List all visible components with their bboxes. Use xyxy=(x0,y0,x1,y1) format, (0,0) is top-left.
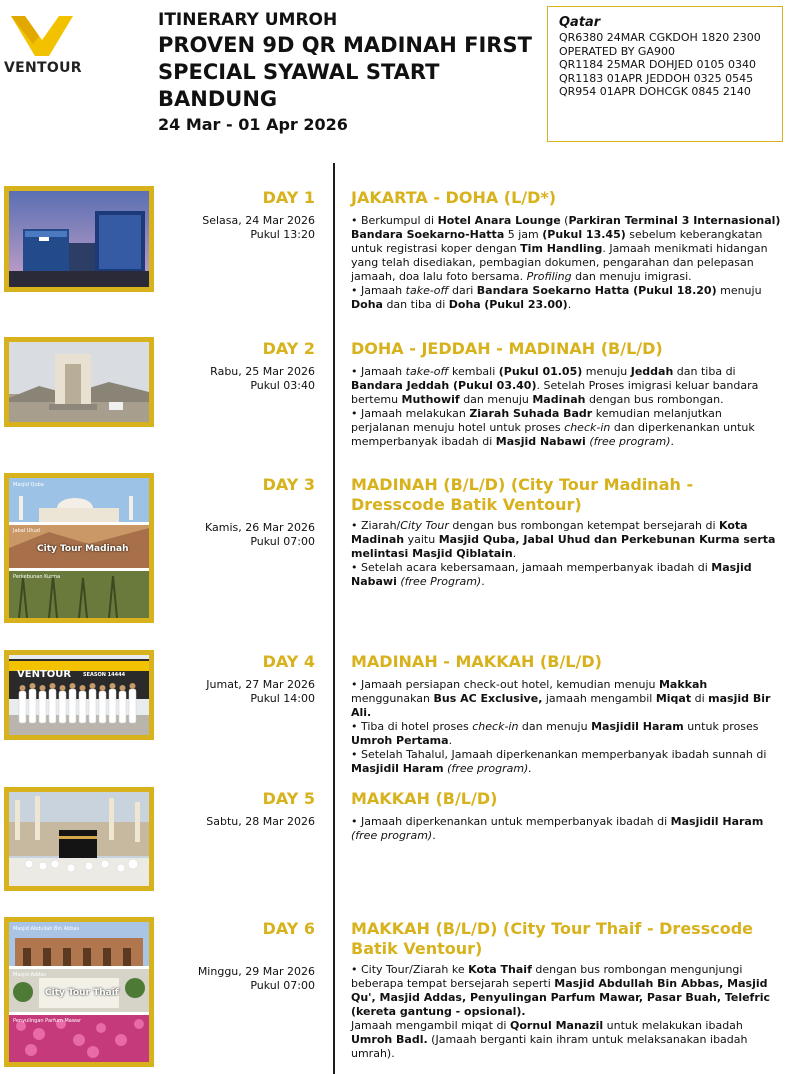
bold-run: Masjid Nabawi xyxy=(351,561,752,588)
bold-run: Hotel Anara Lounge xyxy=(437,214,561,227)
text-run: menuju xyxy=(716,284,762,297)
description-paragraph xyxy=(351,561,781,589)
day-date-text: Minggu, 29 Mar 2026 xyxy=(197,965,315,978)
bold-run: Miqat xyxy=(655,692,692,705)
day-description xyxy=(351,678,781,776)
text-run: jamaah mengambil xyxy=(542,692,656,705)
bold-run: Kota Thaif xyxy=(468,963,532,976)
bold-run: Kota Madinah xyxy=(351,519,748,546)
text-run: ( xyxy=(560,214,569,227)
text-run: dan diperkenankan untuk memperbanyak ibadah di xyxy=(351,421,755,448)
text-run: • Berkumpul di xyxy=(351,214,438,227)
text-run: untuk melakukan ibadah xyxy=(603,1019,743,1032)
day-photo xyxy=(4,473,154,623)
collage-caption-small: Masjid Addas xyxy=(13,972,46,978)
text-run: . xyxy=(448,734,453,747)
text-run: • Jamaah persiapan check-out hotel, kemudian menuju xyxy=(351,678,659,691)
text-run: . xyxy=(481,575,485,588)
bold-run: (Pukul 01.05) xyxy=(498,365,583,378)
text-run: • Jamaah xyxy=(351,365,406,378)
bold-run: Masjidil Haram xyxy=(670,815,764,828)
description-paragraph xyxy=(351,963,781,1019)
text-run: dengan bus rombongan. xyxy=(585,393,724,406)
group-photo-bus xyxy=(9,655,149,735)
text-run: kemudian melanjutkan perjalanan menuju hotel untuk proses xyxy=(351,407,722,434)
bold-run: Parkiran Terminal 3 Internasional) xyxy=(568,214,781,227)
description-paragraph xyxy=(351,748,781,776)
text-run: kembali xyxy=(448,365,499,378)
flight-line: QR6380 24MAR CGKDOH 1820 2300 xyxy=(559,31,761,44)
bold-run: Bandara Soekarno Hatta (Pukul 18.20) xyxy=(476,284,717,297)
bold-run: Qornul Manazil xyxy=(509,1019,604,1032)
day-title: MAKKAH (B/L/D) xyxy=(351,789,498,808)
text-run: yaitu xyxy=(404,533,439,546)
text-run: . xyxy=(432,829,436,842)
italic-run: (free Program) xyxy=(400,575,482,588)
bus-banner-small-text: SEASON 14444 xyxy=(83,672,126,678)
description-paragraph xyxy=(351,365,781,407)
day-label: DAY 5 xyxy=(262,789,315,808)
text-run: Jamaah mengambil miqat di xyxy=(351,1019,510,1032)
description-paragraph xyxy=(351,815,781,843)
italic-run: (free program) xyxy=(351,829,433,842)
collage-caption-small: Masjid Quba xyxy=(13,482,44,488)
text-run: sebelum keberangkatan untuk registrasi koper dengan xyxy=(351,228,763,255)
text-run: dan menuju xyxy=(459,393,533,406)
text-run: dan menuju xyxy=(518,720,592,733)
brand-name: VENTOUR xyxy=(4,60,82,76)
day-date xyxy=(180,965,315,993)
text-run: • City Tour/Ziarah ke xyxy=(351,963,469,976)
bold-run: Umroh Badl. xyxy=(351,1033,428,1046)
day-date xyxy=(180,678,315,706)
collage-caption-small: Penyulingan Parfum Mawar xyxy=(13,1018,82,1024)
day-description xyxy=(351,963,781,1061)
text-run: . xyxy=(512,547,517,560)
bold-run: Doha xyxy=(351,298,383,311)
header-title-line: PROVEN 9D QR MADINAH FIRST xyxy=(158,33,532,57)
day-description xyxy=(351,815,781,843)
bus-banner-text: VENTOUR xyxy=(17,669,72,680)
itinerary-header xyxy=(158,10,543,135)
italic-run: (free program) xyxy=(589,435,671,448)
day-description xyxy=(351,519,781,589)
description-paragraph xyxy=(351,519,781,561)
bold-run: Makkah xyxy=(658,678,708,691)
header-title-line: BANDUNG xyxy=(158,87,278,111)
bold-run: Masjid Abdullah Bin Abbas, Masjid Qu', Masjid Addas, Penyulingan Parfum Mawar, Pasar Buah, Telefric (kereta gantung - opsional). xyxy=(351,977,771,1018)
day-photo xyxy=(4,186,154,292)
day-date xyxy=(180,214,315,242)
text-run: . Jamaah menikmati hidangan yang telah disediakan, pembagian dokumen, pengarahan dan pelepasan jamaah, doa lalu foto bersama. xyxy=(351,242,768,283)
day-title: DOHA - JEDDAH - MADINAH (B/L/D) xyxy=(351,339,663,358)
day-time-text: Pukul 07:00 xyxy=(250,535,315,548)
day-title: MADINAH - MAKKAH (B/L/D) xyxy=(351,652,602,671)
flight-info-box xyxy=(547,6,783,142)
text-run: dari xyxy=(448,284,477,297)
day-date xyxy=(180,521,315,549)
day-time-text: Pukul 03:40 xyxy=(250,379,315,392)
text-run: • Setelah Tahalul, Jamaah diperkenankan memperbanyak ibadah sunnah di xyxy=(351,748,767,761)
flight-line: QR1183 01APR JEDDOH 0325 0545 xyxy=(559,71,754,85)
bold-run: Masjidil Haram xyxy=(591,720,684,733)
collage-caption: City Tour Thaif xyxy=(45,988,119,998)
ventour-logo xyxy=(4,14,80,86)
day-description xyxy=(351,365,781,449)
day-date-text: Sabtu, 28 Mar 2026 xyxy=(206,815,315,828)
text-run: untuk proses xyxy=(683,720,759,733)
text-run: (Jamaah berganti kain ihram untuk melaksanakan ibadah umrah). xyxy=(351,1033,748,1060)
text-run: • Ziarah/ xyxy=(351,519,401,532)
text-run: dan tiba di xyxy=(382,298,449,311)
day-date-text: Selasa, 24 Mar 2026 xyxy=(202,214,315,227)
bold-run: Masjid Quba, Jabal Uhud dan Perkebunan Kurma serta melintasi Masjid Qiblatain xyxy=(351,533,776,560)
day-label: DAY 4 xyxy=(262,652,315,671)
text-run: • Setelah acara kebersamaan, jamaah memperbanyak ibadah di xyxy=(351,561,712,574)
timeline-divider xyxy=(333,163,335,1074)
text-run: • Tiba di hotel proses xyxy=(351,720,473,733)
day-time-text: Pukul 07:00 xyxy=(250,979,315,992)
bold-run: masjid Bir Ali. xyxy=(351,692,771,719)
text-run: dengan bus rombongan ketempat bersejarah di xyxy=(448,519,720,532)
header-title xyxy=(158,32,543,113)
collage-caption: City Tour Madinah xyxy=(37,544,129,554)
day-label: DAY 2 xyxy=(262,339,315,358)
bold-run: Bus AC Exclusive, xyxy=(433,692,543,705)
bold-run: Umroh Pertama xyxy=(351,734,449,747)
text-run: dengan bus rombongan mengunjungi beberapa tempat bersejarah seperti xyxy=(351,963,743,990)
bold-run: (Pukul 13.45) xyxy=(542,228,626,241)
bold-run: Tim Handling xyxy=(520,242,603,255)
text-run: menuju xyxy=(582,365,631,378)
description-paragraph xyxy=(351,678,781,720)
bold-run: Bandara Soekarno-Hatta xyxy=(351,228,505,241)
text-run: di xyxy=(691,692,709,705)
day-title: MADINAH (B/L/D) (City Tour Madinah - Dresscode Batik Ventour) xyxy=(351,475,694,514)
collage-caption-small: Jabal Uhud xyxy=(13,528,40,534)
text-run: dan tiba di xyxy=(673,365,736,378)
day-photo xyxy=(4,337,154,427)
flight-line: QR1184 25MAR DOHJED 0105 0340 xyxy=(559,58,756,71)
text-run: • Jamaah xyxy=(351,284,406,297)
day-time-text: Pukul 14:00 xyxy=(250,692,315,705)
day-photo xyxy=(4,650,154,740)
day-date-text: Kamis, 26 Mar 2026 xyxy=(205,521,315,534)
flight-line: QR954 01APR DOHCGK 0845 2140 xyxy=(559,85,751,98)
italic-run: (free program). xyxy=(447,762,532,775)
collage-caption-small: Masjid Abdullah Bin Abbas xyxy=(13,926,80,932)
collage-caption-small: Perkebunan Kurma xyxy=(13,574,61,580)
bold-run: Madinah xyxy=(532,393,586,406)
day-date xyxy=(180,365,315,393)
header-kicker: ITINERARY UMROH xyxy=(158,10,338,30)
description-paragraph xyxy=(351,1019,781,1061)
badr-monument-photo xyxy=(9,342,149,422)
text-run: . Setelah Proses imigrasi keluar bandara bertemu xyxy=(351,379,759,406)
hotel-building-photo xyxy=(9,191,149,287)
description-paragraph xyxy=(351,407,781,449)
text-run: • Jamaah diperkenankan untuk memperbanyak ibadah di xyxy=(351,815,671,828)
bold-run: Masjid Nabawi xyxy=(495,435,586,448)
italic-run: City Tour xyxy=(400,519,449,532)
text-run: 5 jam xyxy=(504,228,543,241)
ventour-logo-mark xyxy=(9,14,75,58)
header-dates: 24 Mar - 01 Apr 2026 xyxy=(158,115,348,134)
italic-run: take-off xyxy=(405,365,449,378)
day-title: MAKKAH (B/L/D) (City Tour Thaif - Dresscode Batik Ventour) xyxy=(351,919,753,958)
flight-line: OPERATED BY GA900 xyxy=(559,44,675,58)
text-run: • Jamaah melakukan xyxy=(351,407,470,420)
bold-run: Bandara Jeddah (Pukul 03.40) xyxy=(351,379,537,392)
text-run: menggunakan xyxy=(351,692,434,705)
day-time-text: Pukul 13:20 xyxy=(250,228,315,241)
bold-run: (Pukul 23.00) xyxy=(484,298,568,311)
header-title-line: SPECIAL SYAWAL START xyxy=(158,60,440,84)
description-paragraph xyxy=(351,284,781,312)
bold-run: Ziarah Suhada Badr xyxy=(469,407,593,420)
text-run: dan menuju imigrasi. xyxy=(571,270,692,283)
bold-run: Jeddah xyxy=(630,365,674,378)
description-paragraph xyxy=(351,214,781,284)
italic-run: check-in xyxy=(472,720,519,733)
day-label: DAY 3 xyxy=(262,475,315,494)
day-photo xyxy=(4,917,154,1067)
description-paragraph xyxy=(351,720,781,748)
italic-run: check-in xyxy=(564,421,611,434)
text-run: . xyxy=(567,298,572,311)
day-date xyxy=(180,815,315,829)
bold-run: Masjidil Haram xyxy=(351,762,444,775)
day-title: JAKARTA - DOHA (L/D*) xyxy=(351,188,557,207)
day-label: DAY 1 xyxy=(262,188,315,207)
day-date-text: Rabu, 25 Mar 2026 xyxy=(210,365,315,378)
day-date-text: Jumat, 27 Mar 2026 xyxy=(206,678,315,691)
italic-run: Profiling xyxy=(526,270,572,283)
bold-run: Doha xyxy=(448,298,481,311)
kaaba-photo xyxy=(9,792,149,886)
day-photo xyxy=(4,787,154,891)
italic-run: take-off xyxy=(405,284,449,297)
airline-name: Qatar xyxy=(559,15,601,30)
day-description xyxy=(351,214,781,312)
bold-run: Muthowif xyxy=(401,393,460,406)
day-label: DAY 6 xyxy=(262,919,315,938)
text-run: . xyxy=(670,435,675,448)
